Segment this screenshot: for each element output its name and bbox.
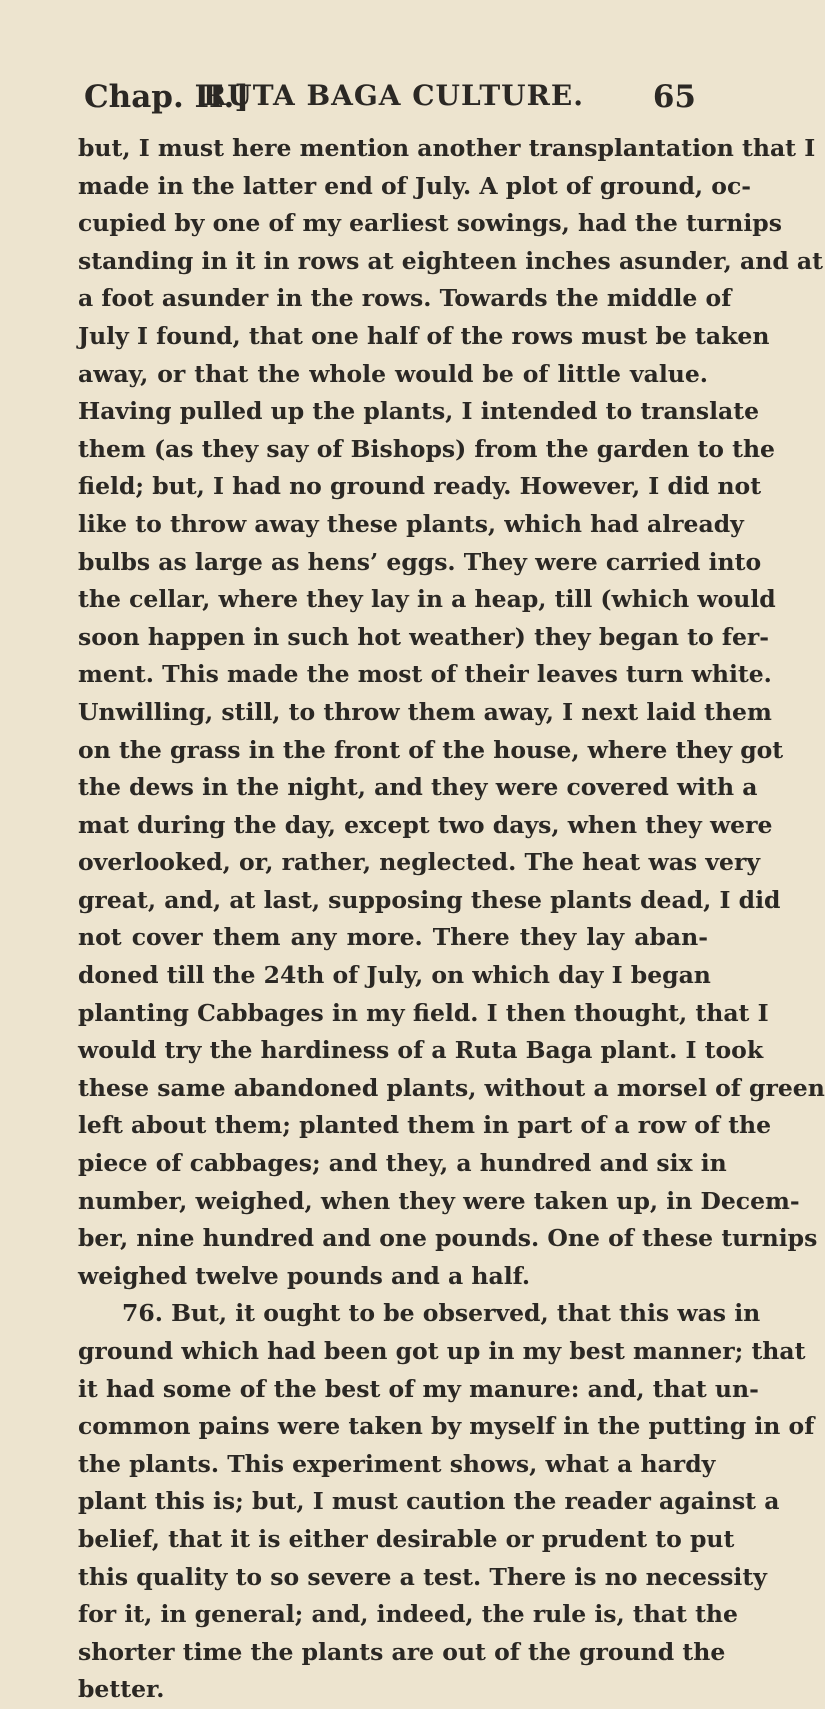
- text-line: piece of cabbages; and they, a hundred and six in: [78, 1149, 727, 1178]
- text-line: would try the hardiness of a Ruta Baga plant. I took: [78, 1036, 764, 1065]
- text-line: standing in it in rows at eighteen inches asunder, and at: [78, 246, 824, 275]
- text-line: common pains were taken by myself in the putting in of: [78, 1412, 815, 1441]
- running-header: [84, 79, 696, 123]
- page-number: 65: [652, 79, 696, 115]
- text-line: the cellar, where they lay in a heap, till (which would: [78, 585, 776, 614]
- paragraph-end-line: weighed twelve pounds and a half.: [78, 1261, 531, 1290]
- text-line: number, weighed, when they were taken up, in Decem-: [78, 1186, 800, 1215]
- text-line: the dews in the night, and they were covered with a: [78, 773, 758, 802]
- text-line: left about them; planted them in part of a row of the: [78, 1111, 772, 1140]
- text-line: the plants. This experiment shows, what a hardy: [78, 1449, 716, 1478]
- text-line: it had some of the best of my manure: and, that un-: [78, 1374, 759, 1403]
- text-line: made in the latter end of July. A plot of ground, oc-: [78, 171, 752, 200]
- text-line: soon happen in such hot weather) they began to fer-: [78, 622, 770, 651]
- text-line: Unwilling, still, to throw them away, I next laid them: [78, 697, 772, 726]
- text-line: belief, that it is either desirable or prudent to put: [78, 1524, 735, 1553]
- text-line: overlooked, or, rather, neglected. The heat was very: [78, 848, 760, 877]
- text-line: mat during the day, except two days, when they were: [78, 810, 773, 839]
- text-line: bulbs as large as hens’ eggs. They were carried into: [78, 547, 762, 576]
- text-line: ment. This made the most of their leaves turn white.: [78, 660, 772, 689]
- text-line: planting Cabbages in my field. I then thought, that I: [78, 998, 769, 1027]
- text-line: but, I must here mention another transplantation that I: [78, 134, 816, 162]
- text-line: on the grass in the front of the house, where they got: [78, 735, 784, 764]
- text-line: like to throw away these plants, which had already: [78, 509, 744, 538]
- chapter-label: Chap. II.]: [84, 79, 250, 115]
- text-line: plant this is; but, I must caution the reader against a: [78, 1487, 780, 1516]
- body-text: [78, 130, 825, 1709]
- text-line: these same abandoned plants, without a morsel of green: [78, 1073, 825, 1102]
- text-line: cupied by one of my earliest sowings, had the turnips: [78, 209, 782, 238]
- text-line: ber, nine hundred and one pounds. One of these turnips: [78, 1224, 818, 1253]
- paragraph-end-line: better.: [78, 1675, 165, 1704]
- text-line: great, and, at last, supposing these plants dead, I did: [78, 885, 781, 914]
- running-title: RUTA BAGA CULTURE.: [203, 79, 584, 112]
- text-line: Having pulled up the plants, I intended to translate: [78, 397, 760, 426]
- text-line: not cover them any more. There they lay aban-: [78, 923, 708, 952]
- text-line: July I found, that one half of the rows must be taken: [78, 321, 770, 350]
- text-line: a foot asunder in the rows. Towards the middle of: [78, 284, 732, 313]
- text-line: field; but, I had no ground ready. However, I did not: [78, 472, 762, 501]
- paragraph-76-start: 76. But, it ought to be observed, that this was in: [122, 1299, 761, 1328]
- text-line: them (as they say of Bishops) from the garden to the: [78, 434, 776, 463]
- text-line: shorter time the plants are out of the ground the: [78, 1637, 726, 1666]
- text-line: for it, in general; and, indeed, the rule is, that the: [78, 1600, 738, 1629]
- text-line: doned till the 24th of July, on which day I began: [78, 961, 711, 990]
- text-line: this quality to so severe a test. There is no necessity: [78, 1562, 767, 1591]
- text-line: ground which had been got up in my best manner; that: [78, 1337, 806, 1365]
- text-line: away, or that the whole would be of little value.: [78, 359, 708, 388]
